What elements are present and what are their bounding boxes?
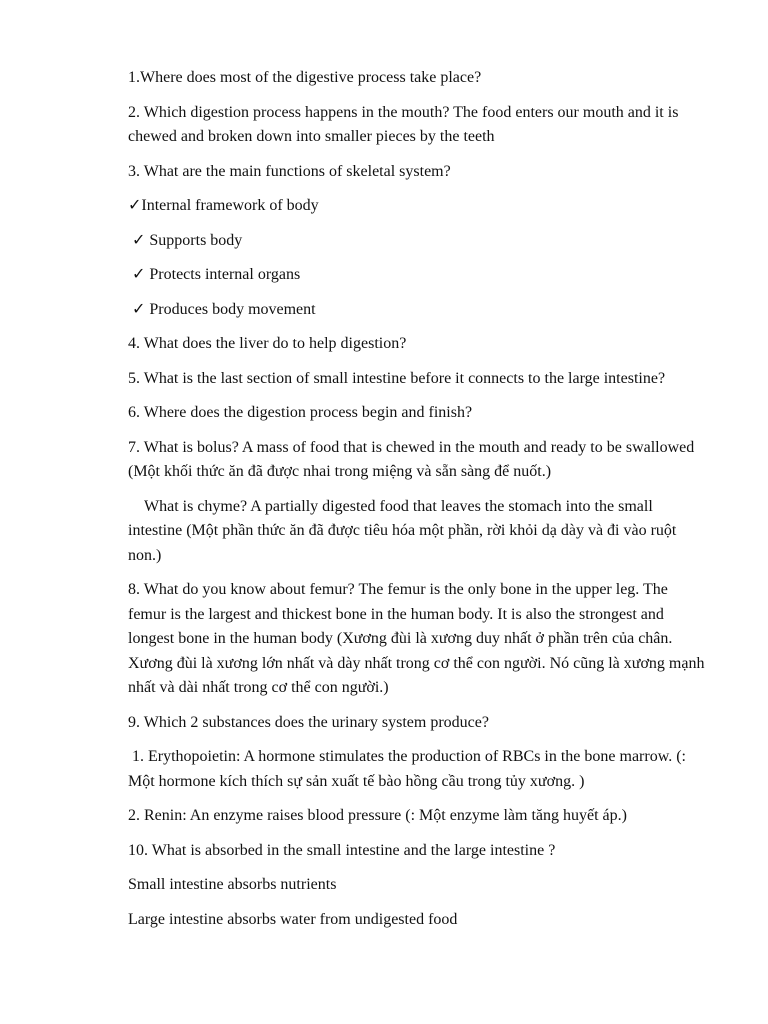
question-1: 1.Where does most of the digestive process take place? xyxy=(128,69,482,86)
check-item-supports: ✓ Supports body xyxy=(132,231,243,249)
check-item-protects: ✓ Protects internal organs xyxy=(132,266,301,283)
question-3: 3. What are the main functions of skeletal system? xyxy=(128,162,451,180)
answer-9-renin: 2. Renin: An enzyme raises blood pressure (: Một enzyme làm tăng huyết áp.) xyxy=(128,807,627,824)
answer-10-small-intestine: Small intestine absorbs nutrients xyxy=(128,876,337,893)
question-8: 8. What do you know about femur? The femur is the only bone in the upper leg. The femur is the largest and thickest bone in the human body. It is also the strongest and longest bone in the human body (Xương đùi là xương duy nhất ở phần trên của chân. Xương đùi là xương lớn nhất và dày nhất trong cơ thể con người. Nó cũng là xương mạnh nhất và dài nhất trong cơ thể con người.) xyxy=(128,581,709,696)
answer-10-large-intestine: Large intestine absorbs water from undigested food xyxy=(128,910,458,928)
question-9: 9. Which 2 substances does the urinary system produce? xyxy=(128,713,489,731)
answer-9-erythopoietin: 1. Erythopoietin: A hormone stimulates the production of RBCs in the bone marrow. (: Một hormone kích thích sự sản xuất tế bào hồng cầu trong tủy xương. ) xyxy=(128,748,690,790)
question-6: 6. Where does the digestion process begin and finish? xyxy=(128,404,473,421)
check-item-framework: ✓Internal framework of body xyxy=(128,197,319,214)
question-7-bolus: 7. What is bolus? A mass of food that is chewed in the mouth and ready to be swallowed (Một khối thức ăn đã được nhai trong miệng và sẵn sàng để nuốt.) xyxy=(128,438,699,480)
chyme-text: What is chyme? A partially digested food that leaves the stomach into the small intestine (Một phần thức ăn đã được tiêu hóa một phần, rời khỏi dạ dày và đi vào ruột non.) xyxy=(128,497,681,564)
check-item-movement: ✓ Produces body movement xyxy=(132,300,316,318)
question-10: 10. What is absorbed in the small intestine and the large intestine ? xyxy=(128,841,556,859)
question-5: 5. What is the last section of small intestine before it connects to the large intestine? xyxy=(128,369,666,387)
question-7-chyme xyxy=(128,495,710,569)
question-4: 4. What does the liver do to help digestion? xyxy=(128,335,407,352)
question-2: 2. Which digestion process happens in the mouth? The food enters our mouth and it is chewed and broken down into smaller pieces by the teeth xyxy=(128,103,683,145)
